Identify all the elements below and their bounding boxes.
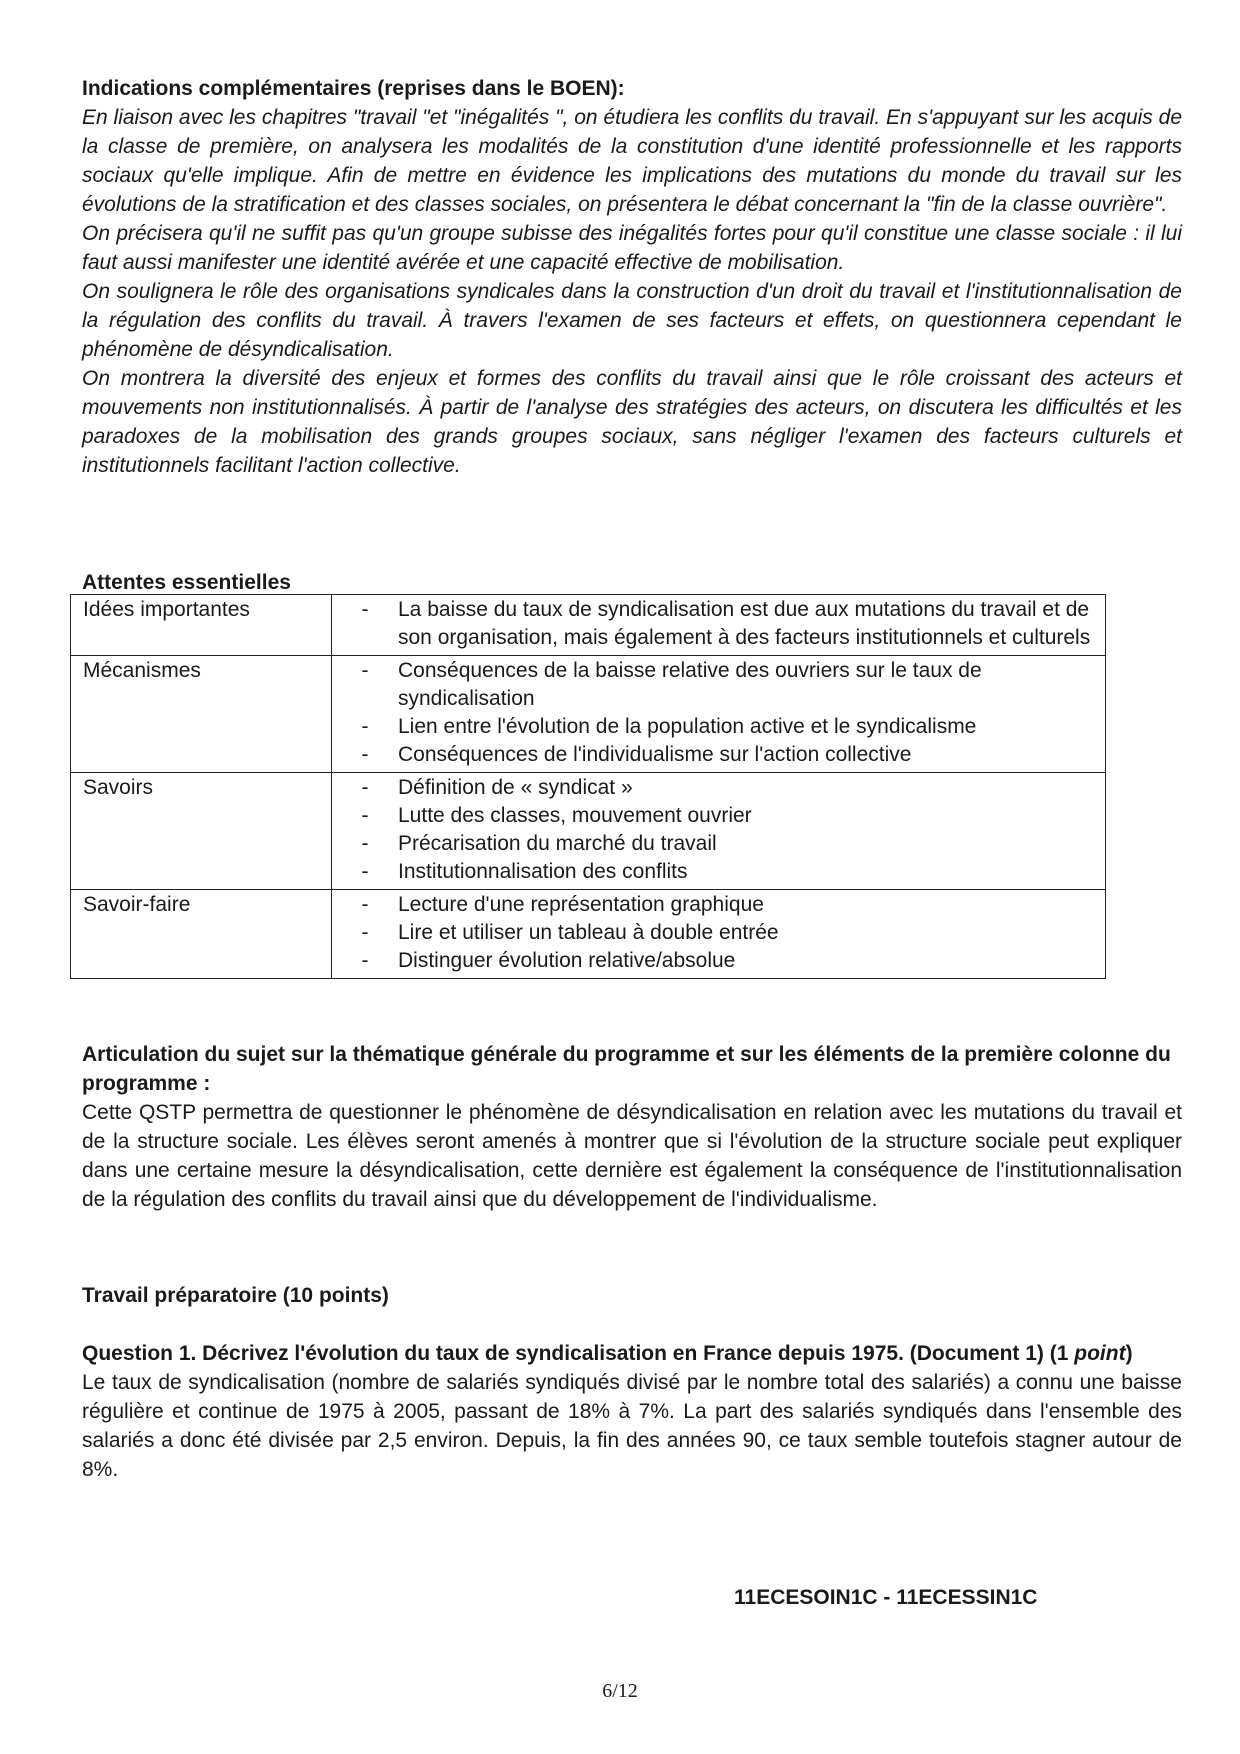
travail-section — [82, 1281, 1182, 1310]
item-text: Lien entre l'évolution de la population active et le syndicalisme — [398, 715, 977, 738]
dash-bullet: - — [361, 949, 369, 972]
attentes-title: Attentes essentielles — [82, 571, 291, 594]
dash-bullet: - — [361, 715, 369, 738]
attentes-table — [70, 594, 1106, 979]
articulation-title: Articulation du sujet sur la thématique générale du programme et sur les éléments de la première colonne du programme : — [82, 1043, 1171, 1095]
question-1-title-main: Question 1. Décrivez l'évolution du taux de syndicalisation en France depuis 1975. (Document 1) (1 — [82, 1342, 1075, 1365]
exam-codes: 11ECESOIN1C - 11ECESSIN1C — [734, 1586, 1038, 1609]
dash-bullet: - — [361, 659, 369, 682]
list-item — [332, 947, 1099, 975]
row-category: Savoirs — [71, 773, 332, 890]
list-item — [332, 596, 1099, 652]
item-text: Distinguer évolution relative/absolue — [398, 949, 736, 972]
articulation-text: Cette QSTP permettra de questionner le phénomène de désyndicalisation en relation avec les mutations du travail et de la structure sociale. Les élèves seront amenés à montrer que si l'évolution de la structure sociale peut expliquer dans une certaine mesure la désyndicalisation, cette dernière est également la conséquence de l'institutionnalisation de la régulation des conflits du travail ainsi que du développement de l'individualisme. — [82, 1101, 1182, 1211]
indications-paragraph: En liaison avec les chapitres "travail "et "inégalités ", on étudiera les conflits du travail. En s'appuyant sur les acquis de la classe de première, on analysera les modalités de la constitution d'une identité professionnelle et les rapports sociaux qu'elle implique. Afin de mettre en évidence les implications des mutations du monde du travail sur les évolutions de la stratification et des classes sociales, on présentera le débat concernant la "fin de la classe ouvrière". — [82, 106, 1182, 216]
question-1-answer: Le taux de syndicalisation (nombre de salariés syndiqués divisé par le nombre total des salariés) a connu une baisse régulière et continue de 1975 à 2005, passant de 18% à 7%. La part des salariés syndiqués dans l'ensemble des salariés a donc été divisée par 2,5 environ. Depuis, la fin des années 90, ce taux semble toutefois stagner autour de 8%. — [82, 1371, 1182, 1481]
list-item — [332, 802, 1099, 830]
articulation-section — [82, 1040, 1182, 1214]
row-category: Savoir-faire — [71, 890, 332, 979]
row-items — [332, 773, 1106, 890]
item-text: Lire et utiliser un tableau à double entrée — [398, 921, 779, 944]
page-number: 6/12 — [602, 1680, 638, 1702]
indications-section — [82, 74, 1182, 480]
dash-bullet: - — [361, 832, 369, 855]
question-1-title — [82, 1339, 1182, 1368]
indications-paragraph: On montrera la diversité des enjeux et formes des conflits du travail ainsi que le rôle croissant des acteurs et mouvements non institutionnalisés. À partir de l'analyse des stratégies des acteurs, on discutera les difficultés et les paradoxes de la mobilisation des grands groupes sociaux, sans négliger l'examen des facteurs culturels et institutionnels facilitant l'action collective. — [82, 367, 1182, 477]
list-item — [332, 774, 1099, 802]
indications-paragraph: On soulignera le rôle des organisations syndicales dans la construction d'un droit du travail et l'institutionnalisation de la régulation des conflits du travail. À travers l'examen de ses facteurs et effets, on questionnera cependant le phénomène de désyndicalisation. — [82, 280, 1182, 361]
row-items — [332, 595, 1106, 656]
row-category: Idées importantes — [71, 595, 332, 656]
question-1-title-end: ) — [1125, 1342, 1133, 1365]
table-row — [71, 595, 1106, 656]
item-text: Lecture d'une représentation graphique — [398, 893, 764, 916]
list-item — [332, 919, 1099, 947]
dash-bullet: - — [361, 598, 369, 621]
row-category: Mécanismes — [71, 656, 332, 773]
table-row — [71, 656, 1106, 773]
dash-bullet: - — [361, 804, 369, 827]
table-row — [71, 773, 1106, 890]
dash-bullet: - — [361, 743, 369, 766]
item-text: Conséquences de l'individualisme sur l'action collective — [398, 743, 912, 766]
item-text: Lutte des classes, mouvement ouvrier — [398, 804, 752, 827]
table-row — [71, 890, 1106, 979]
dash-bullet: - — [361, 893, 369, 916]
question-1-section — [82, 1339, 1182, 1484]
item-text: Définition de « syndicat » — [398, 776, 633, 799]
row-items — [332, 890, 1106, 979]
list-item — [332, 891, 1099, 919]
dash-bullet: - — [361, 860, 369, 883]
dash-bullet: - — [361, 776, 369, 799]
item-text: Précarisation du marché du travail — [398, 832, 717, 855]
list-item — [332, 657, 1099, 713]
indications-title: Indications complémentaires (reprises dans le BOEN): — [82, 77, 625, 100]
travail-title: Travail préparatoire (10 points) — [82, 1284, 389, 1307]
list-item — [332, 830, 1099, 858]
item-text: La baisse du taux de syndicalisation est due aux mutations du travail et de son organisation, mais également à des facteurs institutionnels et culturels — [398, 598, 1091, 649]
list-item — [332, 741, 1099, 769]
indications-paragraph: On précisera qu'il ne suffit pas qu'un groupe subisse des inégalités fortes pour qu'il constitue une classe sociale : il lui faut aussi manifester une identité avérée et une capacité effective de mobilisation. — [82, 222, 1182, 274]
list-item — [332, 713, 1099, 741]
question-1-points: point — [1074, 1342, 1126, 1365]
item-text: Conséquences de la baisse relative des ouvriers sur le taux de syndicalisation — [398, 659, 982, 710]
list-item — [332, 858, 1099, 886]
item-text: Institutionnalisation des conflits — [398, 860, 688, 883]
attentes-section-title — [82, 568, 1182, 597]
dash-bullet: - — [361, 921, 369, 944]
row-items — [332, 656, 1106, 773]
